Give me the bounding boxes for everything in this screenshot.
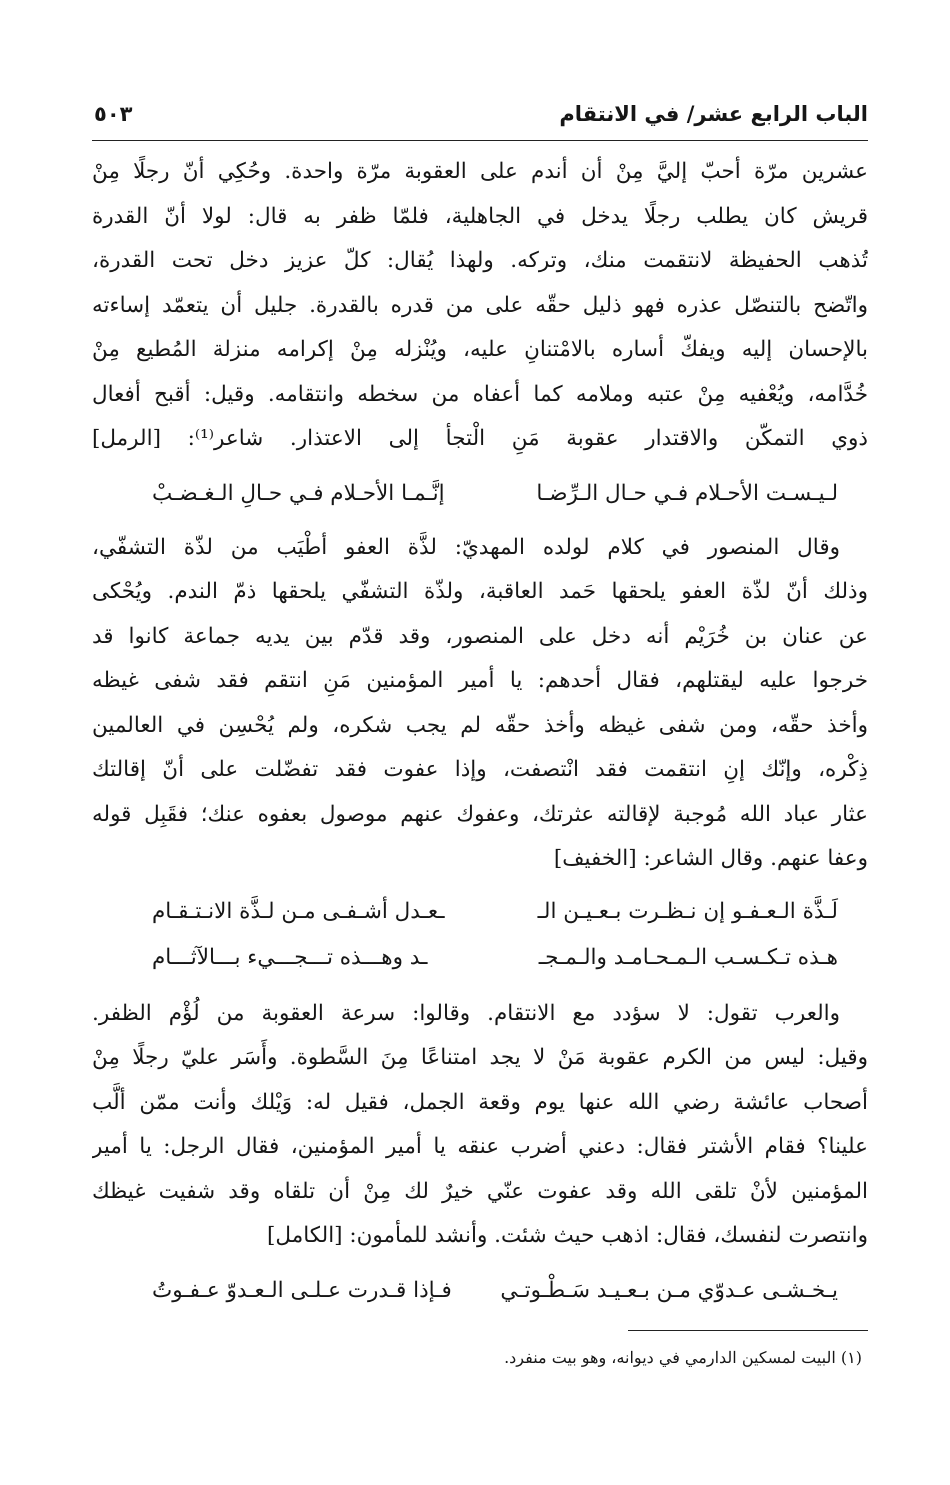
first-hemistich: لـيـسـت الأحـلام فـي حـال الـرِّضـا (536, 480, 838, 506)
text-line: ذِكْره، وإنّك إنِ انتقمت فقد انْتصفت، وإذا عفوت فقد تفضّلت على أنّ إقالتك (92, 757, 868, 782)
text-line: وأخذ حقّه، ومن شفى غيظه وأخذ حقّه لم يجب شكره، ولم يُحْسِن في العالمين (92, 712, 868, 738)
verse-block (92, 882, 868, 992)
text-line: أصحاب عائشة رضي الله عنها يوم وقعة الجمل، فقيل له: وَيْلك وأنت ممّن ألَّب (92, 1089, 868, 1115)
text-line: وانتصرت لنفسك، فقال: اذهب حيث شئت. وأنشد للمأمون: [الكامل] (267, 1223, 868, 1248)
running-header (92, 100, 868, 141)
first-hemistich: لَـذَّة الـعـفـو إن نـظـرت بـعـيـن الـ (537, 898, 838, 924)
text-line: عثار عباد الله مُوجبة لإقالته عثرتك، وعفوك عنهم موصول بعفوه عنك؛ فقَبِل قوله (92, 801, 868, 827)
text-line: قريش كان يطلب رجلًا يدخل في الجاهلية، فلمّا ظفر به قال: لولا أنّ القدرة (92, 203, 868, 229)
body-text (92, 150, 868, 1323)
text-line: واتّضح بالتنصّل عذره فهو ذليل حقّه على من قدره بالقدرة. جليل أن يتعمّد إساءته (92, 292, 868, 318)
text-line: بالإحسان إليه ويفكّ أساره بالامْتنانِ عليه، ويُنْزله مِنْ إكرامه منزلة المُطيع مِنْ (92, 337, 868, 362)
footnote: (١) البيت لمسكين الدارمي في ديوانه، وهو بيت منفرد. (504, 1348, 862, 1367)
text-line: خُدَّامه، ويُعْفيه مِنْ عتبه وملامه كما أعفاه من سخطه وانتقامه. وقيل: أقبح أفعال (92, 381, 868, 407)
verse-block (92, 462, 868, 526)
text-line: وقيل: ليس من الكرم عقوبة مَنْ لا يجد امتناعًا مِنَ السَّطوة. وأَسَر عليّ رجلًا مِنْ (92, 1045, 868, 1070)
verse-line (152, 472, 838, 516)
footnote-separator (628, 1330, 868, 1331)
text-line: ذوي التمكّن والاقتدار عقوبة مَنِ الْتجأ إلى الاعتذار. شاعر⁽¹⁾: [الرمل] (92, 426, 868, 451)
text-line: المؤمنين لأنْ تلقى الله وقد عفوت عنّي خيرٌ لك مِنْ أن تلقاه وقد شفيت غيظك (92, 1178, 868, 1204)
second-hemistich: ـعـدل أشـفـى مـن لـذَّة الانـتـقـام (152, 898, 445, 924)
first-hemistich: هـذه تـكـسـب الـمـحـامـد والـمـجـ (538, 944, 838, 970)
verse-block (92, 1259, 868, 1323)
text-line: وعفا عنهم. وقال الشاعر: [الخفيف] (553, 846, 868, 871)
first-hemistich: يـخـشـى عـدوّي مـن بـعـيـد سَـطْـوتـي (500, 1277, 838, 1303)
page-number: ٥٠٣ (94, 102, 133, 126)
text-line: وقال المنصور في كلام لولده المهديّ: لذَّة العفو أطْيَب من لذّة التشفّي، (92, 534, 840, 560)
verse-line (152, 890, 838, 934)
second-hemistich: ـد وهـــذه تـــجـــيء بـــالآثـــام (152, 944, 428, 970)
second-hemistich: إنَّـمـا الأحـلام فـي حـالِ الـغـضـبْ (152, 480, 445, 506)
text-line: والعرب تقول: لا سؤدد مع الانتقام. وقالوا: سرعة العقوبة من لُؤْم الظفر. (92, 1000, 840, 1026)
footnotes (92, 1330, 868, 1371)
verse-line (152, 936, 838, 980)
text-line: عشرين مرّة أحبّ إليَّ مِنْ أن أندم على العقوبة مرّة واحدة. وحُكِي أنّ رجلًا مِنْ (92, 159, 868, 184)
chapter-title: الباب الرابع عشر/ في الانتقام (559, 102, 868, 126)
text-line: عن عنان بن خُرَيْم أنه دخل على المنصور، وقد قدّم بين يديه جماعة كانوا قد (92, 623, 868, 649)
text-line: علينا؟ فقام الأشتر فقال: دعني أضرب عنقه يا أمير المؤمنين، فقال الرجل: يا أمير (92, 1134, 868, 1159)
second-hemistich: فـإذا قـدرت عـلـى الـعـدوّ عـفـوتُ (152, 1277, 452, 1303)
text-line: خرجوا عليه ليقتلهم، فقال أحدهم: يا أمير المؤمنين مَنِ انتقم فقد شفى غيظه (92, 668, 868, 693)
verse-line (152, 1269, 838, 1313)
text-line: تُذهب الحفيظة لانتقمت منك، وتركه. ولهذا يُقال: كلّ عزيز دخل تحت القدرة، (92, 248, 868, 273)
text-line: وذلك أنّ لذّة العفو يلحقها حَمد العاقبة، ولذّة التشفّي يلحقها ذمّ الندم. ويُحْكى (92, 579, 868, 604)
